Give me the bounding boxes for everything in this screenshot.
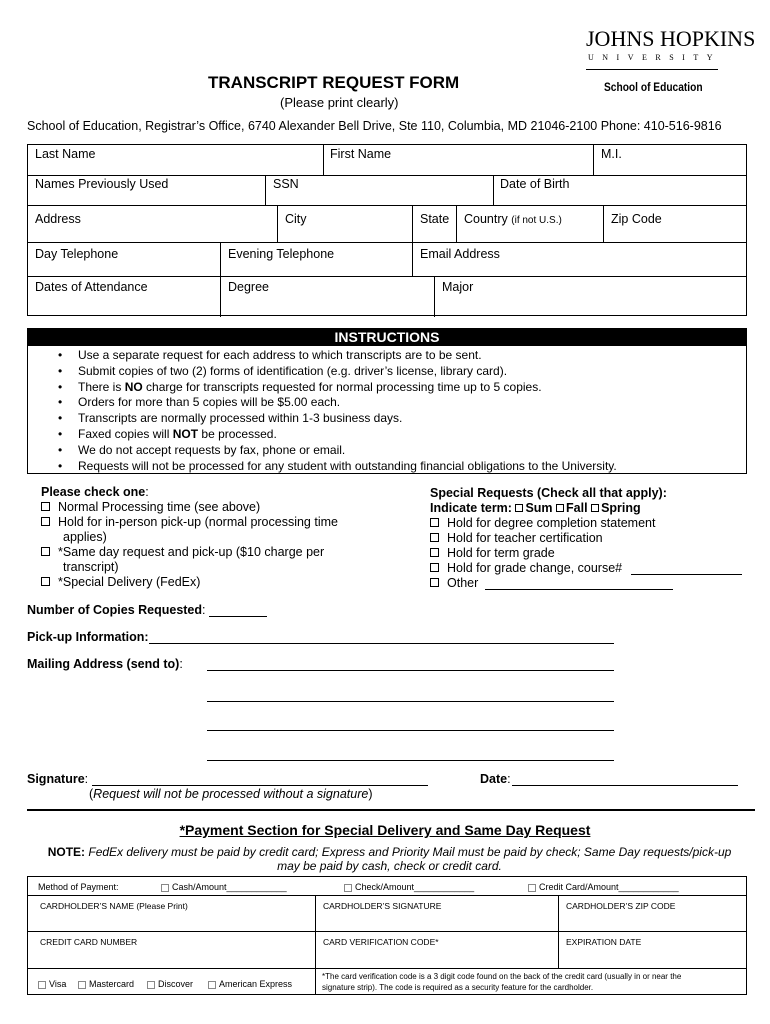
form-subtitle: (Please print clearly) xyxy=(280,95,399,110)
evening-telephone-field[interactable]: Evening Telephone xyxy=(228,247,335,261)
checkbox-icon[interactable] xyxy=(344,884,352,892)
checkbox-icon[interactable] xyxy=(41,517,50,526)
first-name-field[interactable]: First Name xyxy=(330,147,392,161)
instruction-item: • There is NO charge for transcripts requested for normal processing time up to 5 copies. xyxy=(58,380,617,396)
checkbox-icon[interactable] xyxy=(147,981,155,989)
dates-attendance-field[interactable]: Dates of Attendance xyxy=(35,280,148,294)
address-field[interactable]: Address xyxy=(35,212,81,226)
special-teacher-cert[interactable]: Hold for teacher certification xyxy=(430,531,603,545)
checkbox-icon[interactable] xyxy=(208,981,216,989)
option-discover[interactable]: Discover xyxy=(147,979,193,989)
instructions-list xyxy=(58,348,617,474)
signature-line[interactable] xyxy=(92,785,428,786)
mi-field[interactable]: M.I. xyxy=(601,147,622,161)
mailing-line-3[interactable] xyxy=(207,730,614,731)
city-field[interactable]: City xyxy=(285,212,307,226)
form-title: TRANSCRIPT REQUEST FORM xyxy=(208,73,460,92)
option-visa[interactable]: Visa xyxy=(38,979,66,989)
grade-change-line[interactable] xyxy=(631,574,742,575)
ssn-field[interactable]: SSN xyxy=(273,177,299,191)
instruction-item: • Submit copies of two (2) forms of identification (e.g. driver’s license, library card). xyxy=(58,364,617,380)
personal-info-grid xyxy=(27,144,747,316)
cardholder-name-field[interactable]: CARDHOLDER’S NAME (Please Print) xyxy=(40,901,188,911)
instruction-item: • Transcripts are normally processed within 1-3 business days. xyxy=(58,411,617,427)
indicate-term[interactable]: Indicate term: Sum Fall Spring xyxy=(430,501,641,515)
copies-label: Number of Copies Requested: xyxy=(27,603,206,617)
card-number-field[interactable]: CREDIT CARD NUMBER xyxy=(40,937,138,947)
option-same-day-cont: transcript) xyxy=(63,560,119,574)
mailing-line-4[interactable] xyxy=(207,760,614,761)
signature-note: (Request will not be processed without a signature) xyxy=(89,787,373,801)
other-line[interactable] xyxy=(485,589,673,590)
major-field[interactable]: Major xyxy=(442,280,474,294)
instructions-box xyxy=(27,346,747,474)
checkbox-icon[interactable] xyxy=(528,884,536,892)
cardholder-zip-field[interactable]: CARDHOLDER’S ZIP CODE xyxy=(566,901,676,911)
checkbox-icon[interactable] xyxy=(430,548,439,557)
option-same-day[interactable]: *Same day request and pick-up ($10 charge per xyxy=(41,545,324,559)
day-telephone-field[interactable]: Day Telephone xyxy=(35,247,119,261)
payment-table xyxy=(27,876,747,995)
dob-field[interactable]: Date of Birth xyxy=(500,177,570,191)
email-field[interactable]: Email Address xyxy=(420,247,500,261)
checkbox-icon[interactable] xyxy=(41,502,50,511)
checkbox-icon[interactable] xyxy=(430,563,439,572)
special-term-grade[interactable]: Hold for term grade xyxy=(430,546,555,560)
checkbox-icon[interactable] xyxy=(41,577,50,586)
option-amex[interactable]: American Express xyxy=(208,979,292,989)
checkbox-icon[interactable] xyxy=(430,533,439,542)
degree-field[interactable]: Degree xyxy=(228,280,269,294)
checkbox-icon[interactable] xyxy=(38,981,46,989)
copies-line[interactable] xyxy=(209,616,267,617)
mailing-label: Mailing Address (send to): xyxy=(27,657,183,671)
checkbox-icon[interactable] xyxy=(591,504,599,512)
logo-jhu: JOHNS HOPKINS xyxy=(586,26,756,51)
registrar-address: School of Education, Registrar’s Office, 6740 Alexander Bell Drive, Ste 110, Columbia, MD 21046-2100 Phone: 410-516-9816 xyxy=(27,119,722,133)
cvc-field[interactable]: CARD VERIFICATION CODE* xyxy=(323,937,439,947)
option-special-delivery[interactable]: *Special Delivery (FedEx) xyxy=(41,575,200,589)
checkbox-icon[interactable] xyxy=(41,547,50,556)
instruction-item: • Use a separate request for each address to which transcripts are to be sent. xyxy=(58,348,617,364)
logo-school: School of Education xyxy=(604,80,703,94)
mailing-line-1[interactable] xyxy=(207,670,614,671)
date-line[interactable] xyxy=(512,785,738,786)
option-cash[interactable]: Cash/Amount____________ xyxy=(161,882,287,892)
section-divider xyxy=(27,809,755,811)
logo-rule xyxy=(586,69,718,70)
instruction-item: • Requests will not be processed for any student with outstanding financial obligations to the University. xyxy=(58,459,617,475)
check-one-heading: Please check one: xyxy=(41,485,149,499)
instructions-heading: INSTRUCTIONS xyxy=(27,328,747,346)
pickup-label: Pick-up Information: xyxy=(27,630,149,644)
checkbox-icon[interactable] xyxy=(515,504,523,512)
payment-note: NOTE: FedEx delivery must be paid by credit card; Express and Priority Mail must be paid by check; Same Day requests/pick-up may be paid by cash, check or credit card. xyxy=(47,845,732,873)
instruction-item: • Faxed copies will NOT be processed. xyxy=(58,427,617,443)
pickup-line[interactable] xyxy=(149,643,614,644)
special-degree-completion[interactable]: Hold for degree completion statement xyxy=(430,516,655,530)
option-hold-pickup-cont: applies) xyxy=(63,530,107,544)
cvc-note: *The card verification code is a 3 digit code found on the back of the credit card (usually in or near the signature strip). The code is required as a security feature for the cardholder. xyxy=(322,972,682,992)
checkbox-icon[interactable] xyxy=(161,884,169,892)
expiration-field[interactable]: EXPIRATION DATE xyxy=(566,937,642,947)
instruction-item: • We do not accept requests by fax, phone or email. xyxy=(58,443,617,459)
special-grade-change[interactable]: Hold for grade change, course# xyxy=(430,561,622,575)
special-other[interactable]: Other xyxy=(430,576,478,590)
special-requests-heading: Special Requests (Check all that apply): xyxy=(430,486,667,500)
checkbox-icon[interactable] xyxy=(430,518,439,527)
payment-heading: *Payment Section for Special Delivery and Same Day Request xyxy=(179,822,591,838)
option-check[interactable]: Check/Amount____________ xyxy=(344,882,474,892)
option-hold-pickup[interactable]: Hold for in-person pick-up (normal processing time xyxy=(41,515,338,529)
mailing-line-2[interactable] xyxy=(207,701,614,702)
names-previously-field[interactable]: Names Previously Used xyxy=(35,177,169,191)
date-label: Date: xyxy=(480,772,511,786)
cardholder-signature-field[interactable]: CARDHOLDER’S SIGNATURE xyxy=(323,901,442,911)
checkbox-icon[interactable] xyxy=(430,578,439,587)
zip-field[interactable]: Zip Code xyxy=(611,212,662,226)
instruction-item: • Orders for more than 5 copies will be $5.00 each. xyxy=(58,395,617,411)
state-field[interactable]: State xyxy=(420,212,450,226)
method-of-payment: Method of Payment: xyxy=(38,882,119,892)
signature-label: Signature: xyxy=(27,772,89,786)
option-normal-processing[interactable]: Normal Processing time (see above) xyxy=(41,500,260,514)
last-name-field[interactable]: Last Name xyxy=(35,147,96,161)
checkbox-icon[interactable] xyxy=(556,504,564,512)
option-mastercard[interactable]: Mastercard xyxy=(78,979,134,989)
option-credit-card[interactable]: Credit Card/Amount____________ xyxy=(528,882,679,892)
country-field[interactable]: Country (if not U.S.) xyxy=(464,212,562,226)
logo-university: UNIVERSITY xyxy=(588,53,721,62)
checkbox-icon[interactable] xyxy=(78,981,86,989)
